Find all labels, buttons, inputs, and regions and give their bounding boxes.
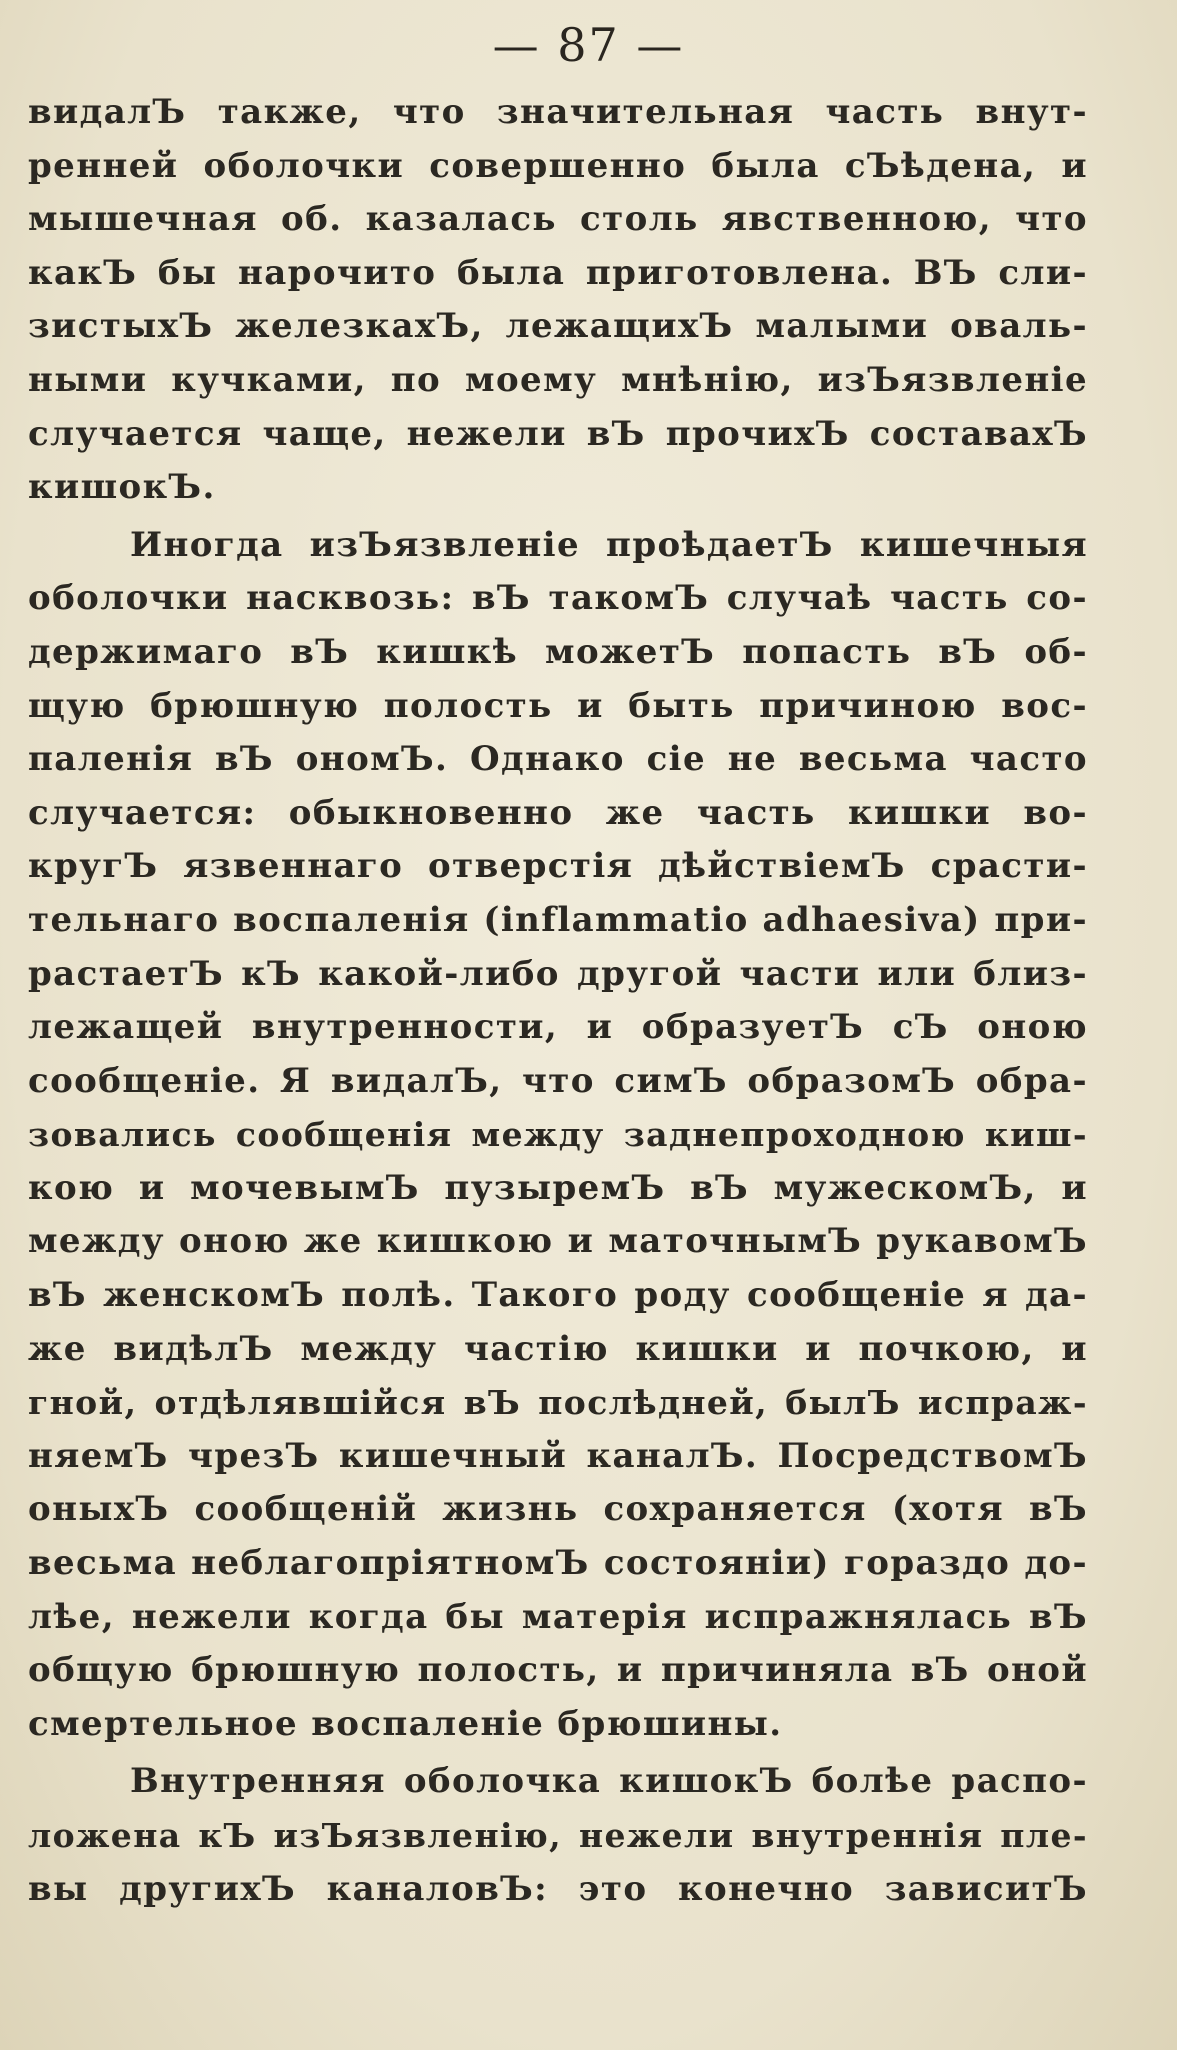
text-line: кою и мочевымЪ пузыремЪ вЪ мужескомЪ, и [28, 1167, 1088, 1208]
text-line: Внутренняя оболочка кишокЪ болѣе распо- [130, 1761, 1088, 1802]
page-number: — 87 — [492, 18, 685, 72]
text-line: общую брюшную полость, и причиняла вЪ оной [28, 1650, 1088, 1691]
text-line: гной, отдѣлявшійся вЪ послѣдней, былЪ испраж- [28, 1383, 1088, 1423]
text-line: тельнаго воспаленія (inflammatio adhaesiva) при- [28, 899, 1088, 940]
text-line: случается чаще, нежели вЪ прочихЪ составахЪ [28, 413, 1088, 454]
text-line: смертельное воспаленіе брюшины. [28, 1703, 783, 1744]
text-line: между оною же кишкою и маточнымЪ рукавомЪ [28, 1221, 1088, 1262]
text-line: щую брюшную полость и быть причиною вос- [28, 685, 1088, 726]
text-line: какЪ бы нарочито была приготовлена. ВЪ сли- [28, 252, 1088, 293]
text-line: зистыхЪ железкахЪ, лежащихЪ малыми оваль- [28, 306, 1088, 347]
text-line: лѣе, нежели когда бы матерія испражнялась вЪ [28, 1596, 1088, 1637]
text-line: Иногда изЪязвленіе проѣдаетЪ кишечныя [130, 524, 1088, 565]
text-line: видалЪ также, что значительная часть внут- [28, 92, 1088, 132]
text-line: зовались сообщенія между заднепроходною киш- [28, 1115, 1088, 1155]
text-line: вЪ женскомЪ полѣ. Такого роду сообщеніе я да- [28, 1275, 1088, 1316]
text-line: вы другихЪ каналовЪ: это конечно зависитЪ [28, 1868, 1088, 1909]
text-line: сообщеніе. Я видалЪ, что симЪ образомЪ обра- [28, 1060, 1088, 1101]
text-line: ложена кЪ изЪязвленію, нежели внутреннія пле- [28, 1816, 1088, 1855]
paragraph-1 [28, 86, 1088, 515]
body-text [28, 86, 1088, 1916]
text-line: лежащей внутренности, и образуетЪ сЪ оною [28, 1007, 1088, 1048]
text-line: оболочки насквозь: вЪ такомЪ случаѣ часть со- [28, 578, 1088, 619]
text-line: растаетЪ кЪ какой-либо другой части или близ- [28, 953, 1088, 994]
text-line: ными кучками, по моему мнѣнію, изЪязвленіе [28, 359, 1088, 400]
paragraph-2 [28, 519, 1088, 1752]
text-line: мышечная об. казалась столь явственною, что [28, 199, 1088, 240]
text-line: няемЪ чрезЪ кишечный каналЪ. ПосредствомЪ [28, 1435, 1088, 1476]
text-line: кишокЪ. [28, 467, 216, 508]
paragraph-3 [28, 1755, 1088, 1916]
text-line: оныхЪ сообщеній жизнь сохраняется (хотя вЪ [28, 1489, 1088, 1530]
text-line: держимаго вЪ кишкѣ можетЪ попасть вЪ об- [28, 631, 1088, 672]
text-line: весьма неблагопріятномЪ состояніи) гораздо до- [28, 1543, 1088, 1584]
text-line: ренней оболочки совершенно была сЪѣдена, и [28, 145, 1088, 186]
text-line: кругЪ язвеннаго отверстія дѣйствіемЪ срасти- [28, 846, 1088, 887]
text-line: же видѣлЪ между частію кишки и почкою, и [28, 1328, 1088, 1369]
text-line: случается: обыкновенно же часть кишки во- [28, 792, 1088, 833]
text-line: паленія вЪ ономЪ. Однако сіе не весьма часто [28, 739, 1088, 780]
